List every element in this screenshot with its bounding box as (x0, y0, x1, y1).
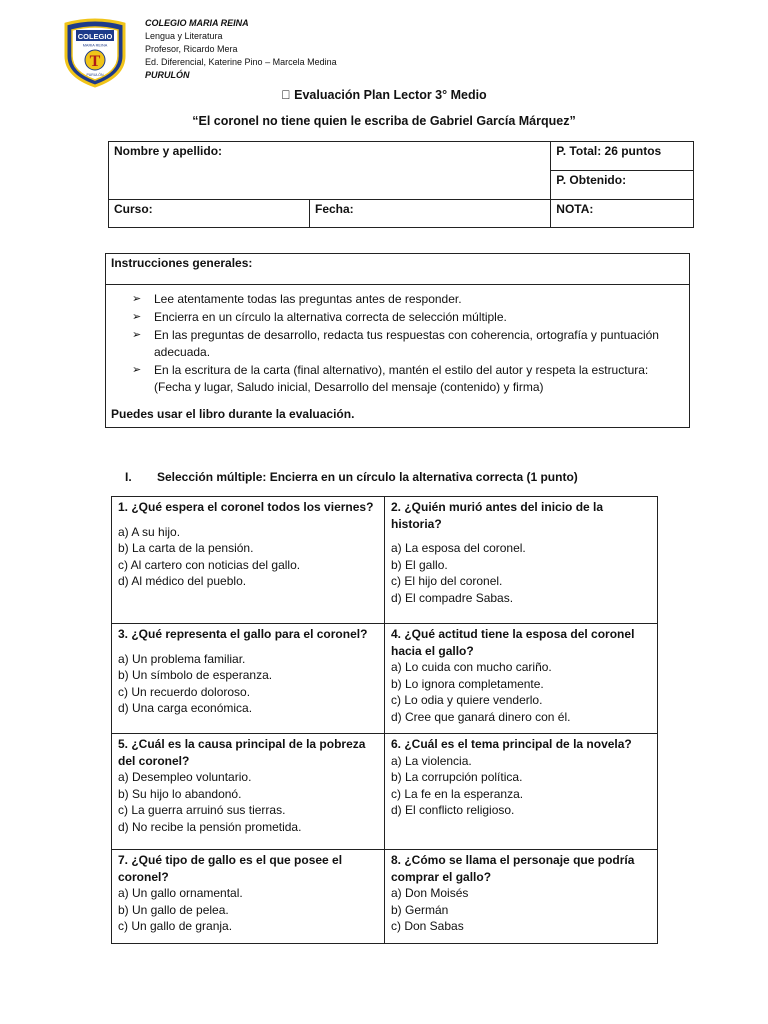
question-cell (385, 850, 658, 944)
logo-bottom-text: PURULÓN (86, 73, 104, 77)
school-info (145, 17, 337, 82)
town: PURULÓN (145, 70, 190, 80)
option[interactable]: c) Lo odia y quiere venderlo. (391, 693, 543, 707)
option[interactable]: a) Don Moisés (391, 886, 469, 900)
arrow-bullet-icon: ➢ (132, 364, 142, 376)
student-info-table (108, 141, 694, 228)
grade-field[interactable]: NOTA: (551, 200, 694, 228)
option[interactable]: a) La esposa del coronel. (391, 541, 526, 555)
question-text: 3. ¿Qué representa el gallo para el coronel? (118, 627, 368, 641)
question-text: 4. ¿Qué actitud tiene la esposa del coronel hacia el gallo? (391, 627, 635, 658)
page-title:   Evaluación Plan Lector 3° Medio (281, 88, 487, 102)
option[interactable]: b) Lo ignora completamente. (391, 676, 544, 691)
instructions-box (105, 253, 690, 428)
page-subtitle: “El coronel no tiene quien le escriba de Gabriel García Márquez” (192, 114, 576, 128)
option[interactable]: b) El gallo. (391, 557, 448, 572)
question-cell (112, 624, 385, 734)
school-name: COLEGIO MARIA REINA (145, 18, 249, 28)
questions-table (111, 496, 658, 944)
question-cell (385, 624, 658, 734)
teacher: Profesor, Ricardo Mera (145, 44, 238, 54)
option[interactable]: c) El hijo del coronel. (391, 574, 503, 588)
date-field[interactable]: Fecha: (310, 200, 551, 228)
option[interactable]: c) La fe en la esperanza. (391, 786, 524, 801)
option[interactable]: b) Un símbolo de esperanza. (118, 668, 273, 682)
instructions-heading: Instrucciones generales: (106, 254, 689, 285)
question-cell (385, 734, 658, 850)
option[interactable]: d) Una carga económica. (118, 701, 253, 715)
school-logo (62, 18, 128, 88)
option[interactable]: c) La guerra arruinó sus tierras. (118, 803, 286, 817)
option[interactable]: b) Germán (391, 902, 449, 917)
option[interactable]: a) Un gallo ornamental. (118, 886, 243, 900)
subject: Lengua y Literatura (145, 31, 223, 41)
option[interactable]: b) Un gallo de pelea. (118, 902, 229, 917)
logo-letter: T (89, 53, 101, 70)
logo-top-text: COLEGIO (77, 32, 113, 41)
option[interactable]: a) Un problema familiar. (118, 651, 246, 666)
question-text: 7. ¿Qué tipo de gallo es el que posee el coronel? (118, 853, 343, 884)
option[interactable]: a) Lo cuida con mucho cariño. (391, 660, 552, 674)
special-ed-teachers: Ed. Diferencial, Katerine Pino – Marcela Medina (145, 57, 337, 67)
option[interactable]: b) La carta de la pensión. (118, 541, 254, 555)
shield-logo-icon (62, 18, 128, 88)
name-field[interactable]: Nombre y apellido: (109, 142, 551, 200)
obtained-points-field[interactable]: P. Obtenido: (551, 171, 694, 200)
option[interactable]: d) No recibe la pensión prometida. (118, 819, 302, 834)
section-title: Selección múltiple: Encierra en un círculo la alternativa correcta (1 punto) (157, 470, 578, 484)
option[interactable]: a) Desempleo voluntario. (118, 770, 252, 784)
instruction-item: ➢ Lee atentamente todas las preguntas antes de responder. (132, 292, 462, 306)
section-heading (125, 470, 578, 484)
logo-mid-text: MARIA REINA (82, 43, 108, 48)
course-field[interactable]: Curso: (109, 200, 310, 228)
option[interactable]: c) Un gallo de granja. (118, 919, 233, 933)
question-cell (112, 734, 385, 850)
arrow-bullet-icon: ➢ (132, 293, 142, 305)
question-text: 5. ¿Cuál es la causa principal de la pobreza del coronel? (118, 737, 366, 768)
instruction-item: ➢ Encierra en un círculo la alternativa correcta de selección múltiple. (132, 310, 507, 324)
question-text: 8. ¿Cómo se llama el personaje que podría comprar el gallo? (391, 853, 635, 884)
instructions-list (106, 291, 689, 396)
option[interactable]: b) Su hijo lo abandonó. (118, 786, 242, 801)
question-cell (112, 850, 385, 944)
arrow-bullet-icon: ➢ (132, 311, 142, 323)
question-text: 1. ¿Qué espera el coronel todos los viernes? (118, 500, 374, 514)
option[interactable]: d) Al médico del pueblo. (118, 574, 247, 588)
option[interactable]: c) Al cartero con noticias del gallo. (118, 557, 301, 572)
question-cell (112, 497, 385, 624)
question-text: 6. ¿Cuál es el tema principal de la novela? (391, 737, 632, 751)
section-number: I. (125, 470, 132, 484)
total-points: P. Total: 26 puntos (551, 142, 694, 171)
option[interactable]: a) La violencia. (391, 753, 472, 768)
option[interactable]: d) El conflicto religioso. (391, 803, 515, 817)
option[interactable]: c) Un recuerdo doloroso. (118, 684, 251, 699)
question-text: 2. ¿Quién murió antes del inicio de la historia? (391, 500, 604, 531)
book-allowed-note: Puedes usar el libro durante la evaluación. (111, 407, 355, 421)
option[interactable]: d) El compadre Sabas. (391, 590, 514, 605)
arrow-bullet-icon: ➢ (132, 329, 142, 341)
instruction-item: ➢ En las preguntas de desarrollo, redacta tus respuestas con coherencia, ortografía y puntuación adecuada. (132, 328, 659, 359)
question-cell (385, 497, 658, 624)
option[interactable]: a) A su hijo. (118, 524, 181, 539)
option[interactable]: c) Don Sabas (391, 919, 464, 933)
option[interactable]: b) La corrupción política. (391, 770, 523, 784)
option[interactable]: d) Cree que ganará dinero con él. (391, 709, 571, 724)
instruction-item: ➢ En la escritura de la carta (final alternativo), mantén el estilo del autor y respeta la estructura: (Fecha y lugar, Saludo inicial, Desarrollo del mensaje (contenido) y firma) (132, 363, 649, 394)
